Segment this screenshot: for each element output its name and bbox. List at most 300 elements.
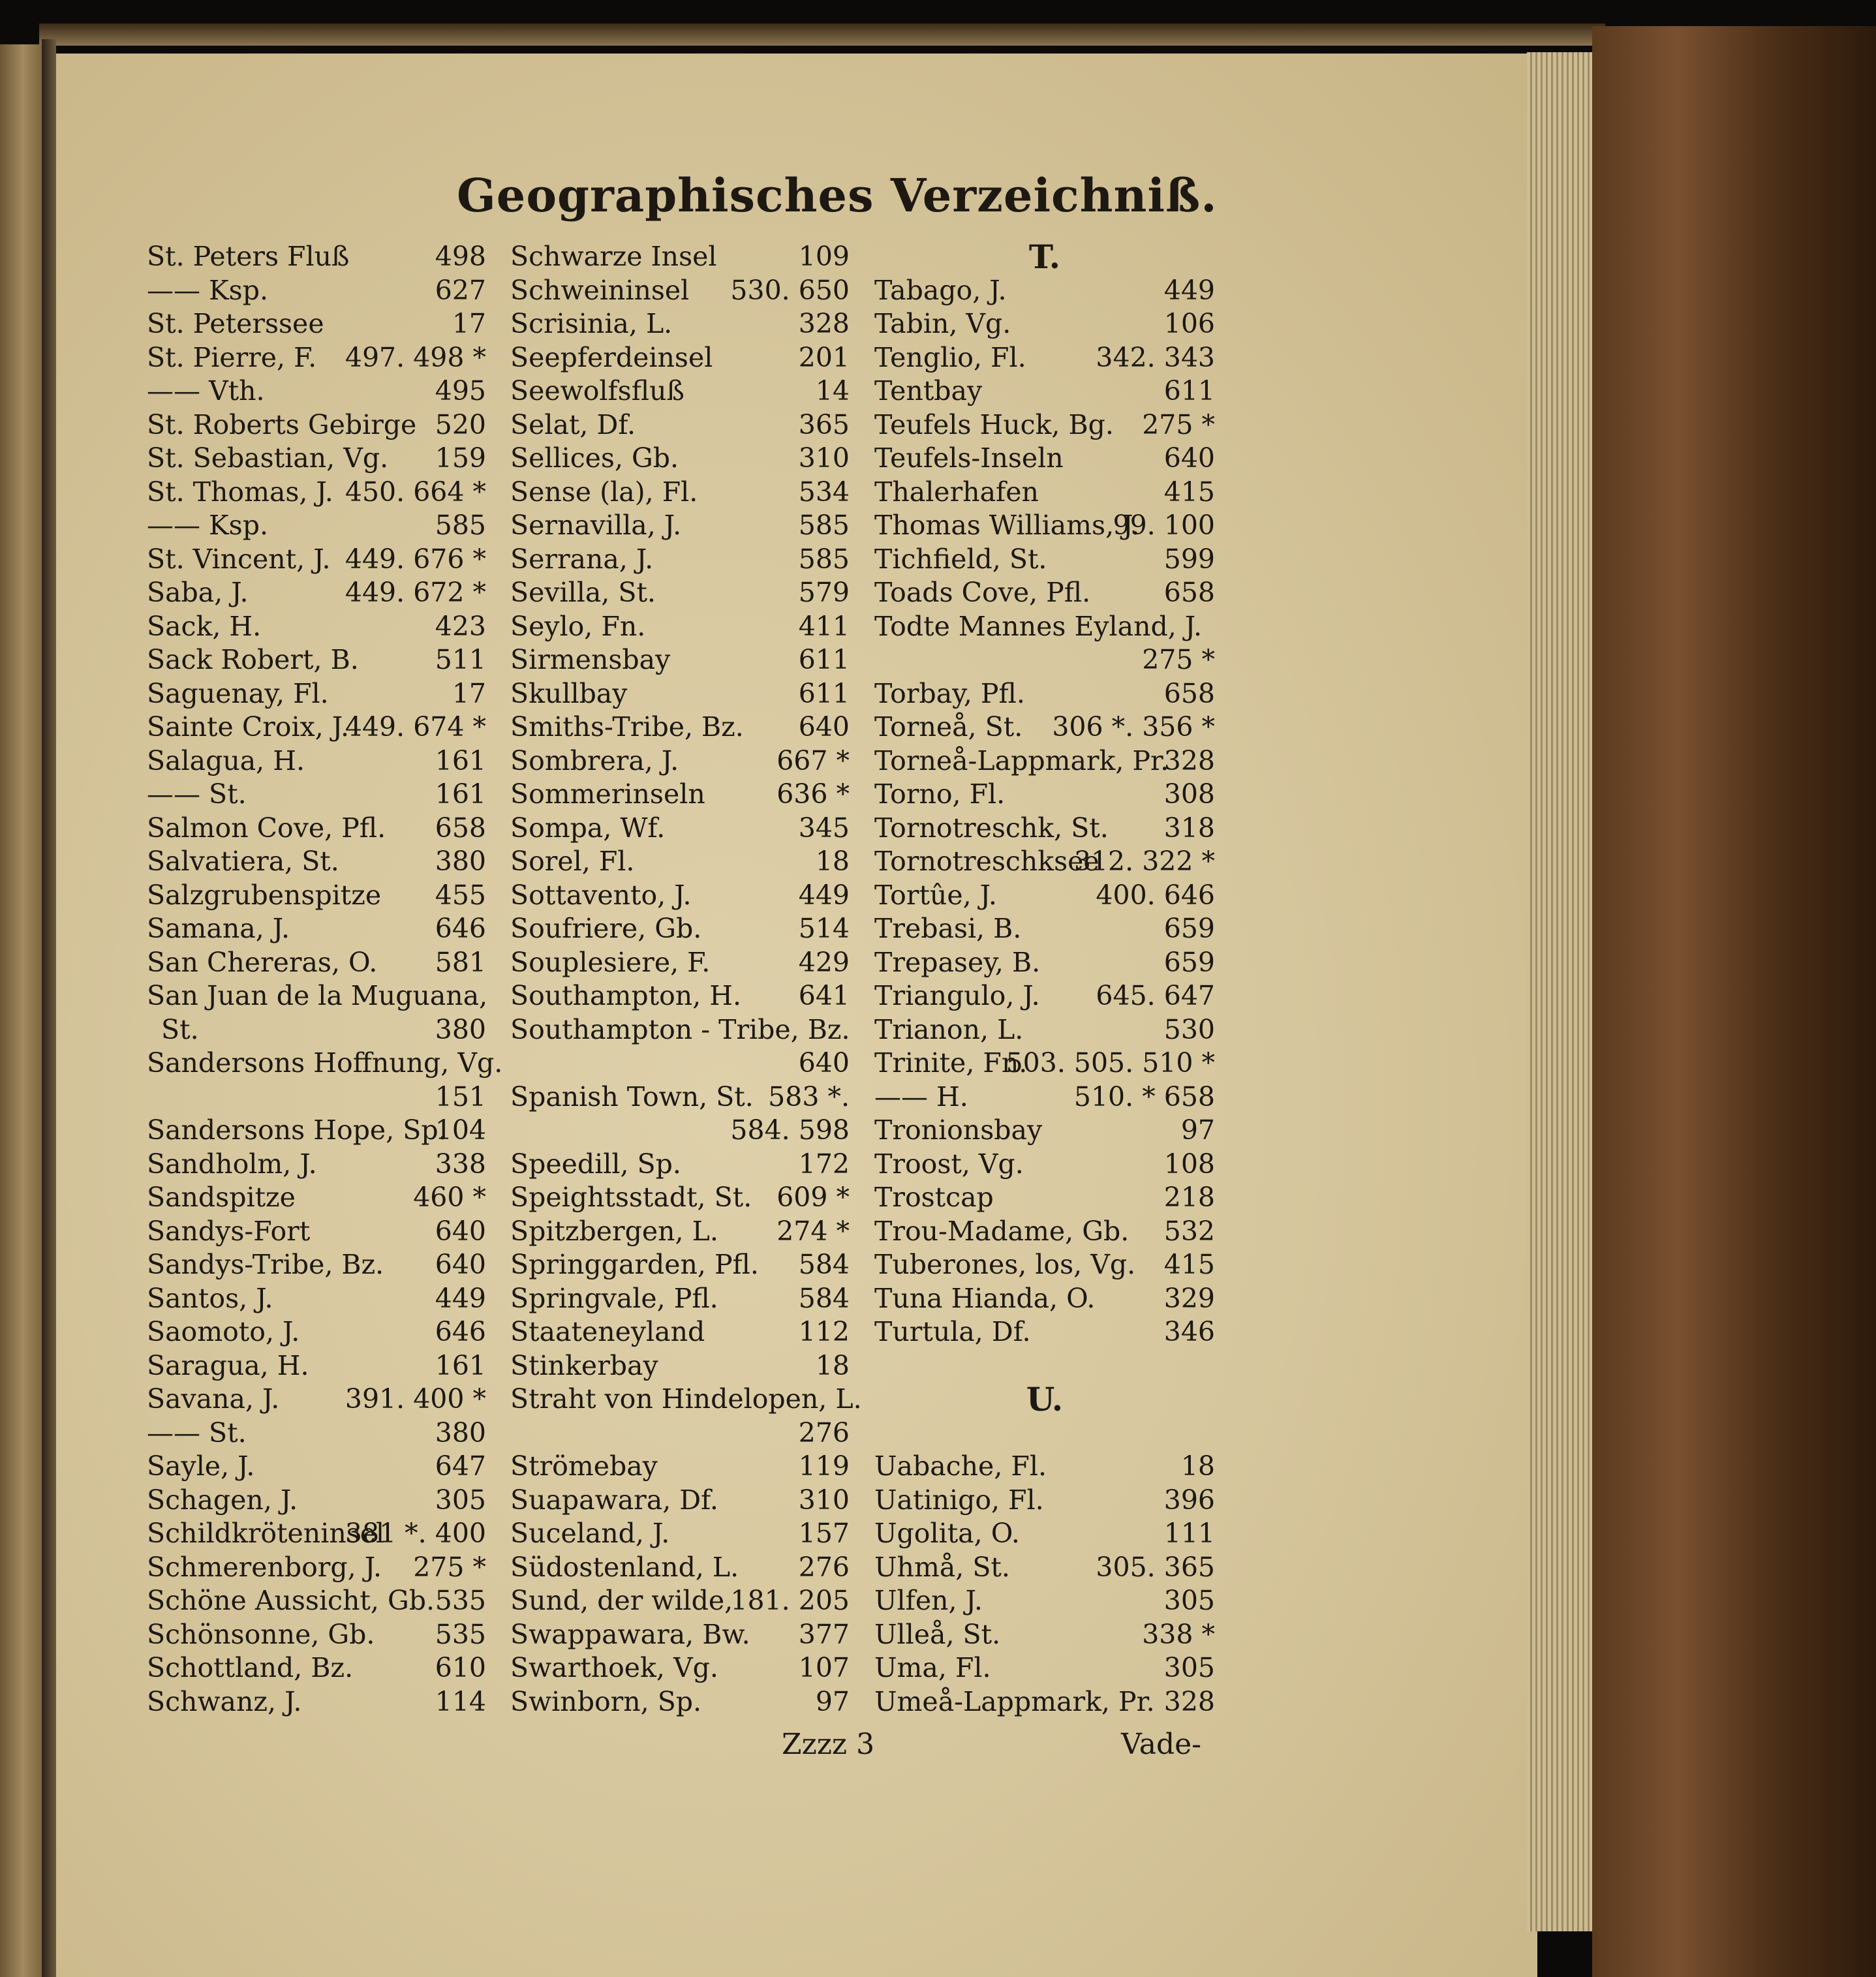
entry-page: 380 bbox=[435, 1013, 486, 1045]
index-entry bbox=[510, 946, 850, 980]
entry-name: —— Vth. bbox=[147, 375, 265, 406]
entry-page: 305. 365 bbox=[1096, 1551, 1215, 1583]
index-entry bbox=[510, 979, 850, 1013]
entry-page: 498 bbox=[435, 241, 486, 272]
entry-page: 645. 647 bbox=[1096, 980, 1215, 1011]
entry-name: Torneå-Lappmark, Pr. bbox=[874, 744, 1169, 776]
entry-page: 111 bbox=[1163, 1518, 1215, 1549]
entry-name: Saguenay, Fl. bbox=[147, 677, 329, 709]
entry-name: Ulfen, J. bbox=[874, 1585, 983, 1616]
entry-name: San Chereras, O. bbox=[147, 946, 378, 978]
index-entry bbox=[874, 979, 1215, 1013]
index-entry bbox=[874, 610, 1215, 644]
index-entry bbox=[510, 711, 850, 744]
index-entry bbox=[147, 1282, 486, 1316]
entry-page: 423 bbox=[435, 610, 486, 642]
entry-name: Suapawara, Df. bbox=[510, 1484, 718, 1516]
entry-page: 318 bbox=[1163, 812, 1215, 844]
entry-page: 396 bbox=[1163, 1484, 1215, 1516]
entry-name: Toads Cove, Pfl. bbox=[874, 577, 1091, 608]
entry-name: Sandspitze bbox=[147, 1182, 296, 1213]
entry-page: 305 bbox=[1163, 1585, 1215, 1616]
entry-name: Spanish Town, St. bbox=[510, 1080, 754, 1112]
entry-name: Sandersons Hope, Sp. bbox=[147, 1114, 447, 1146]
entry-name: St. Vincent, J. bbox=[147, 543, 331, 575]
entry-name: Sandersons Hoffnung, Vg. bbox=[147, 1047, 503, 1079]
entry-name: Salmon Cove, Pfl. bbox=[147, 812, 386, 844]
index-entry bbox=[874, 1047, 1215, 1080]
index-entry bbox=[874, 946, 1215, 980]
index-entry bbox=[147, 1047, 503, 1080]
entry-page: 659 bbox=[1163, 946, 1215, 978]
index-entry bbox=[874, 1417, 1215, 1450]
entry-page: 585 bbox=[798, 510, 850, 541]
entry-page: 658 bbox=[435, 812, 486, 844]
entry-page: 658 bbox=[1163, 577, 1215, 608]
entry-name: Salzgrubenspitze bbox=[147, 879, 382, 911]
entry-page: 391. 400 * bbox=[345, 1383, 486, 1415]
entry-name: Speedill, Sp. bbox=[510, 1148, 681, 1180]
index-entry bbox=[147, 1450, 486, 1484]
index-entry bbox=[874, 1282, 1215, 1316]
index-entry bbox=[510, 442, 850, 476]
entry-name: Teufels Huck, Bg. bbox=[874, 408, 1114, 440]
entry-name: Trianon, L. bbox=[874, 1013, 1024, 1045]
index-entry bbox=[147, 375, 486, 408]
entry-page: 579 bbox=[798, 577, 850, 608]
index-entry bbox=[510, 845, 850, 879]
entry-page: 329 bbox=[1163, 1282, 1215, 1314]
entry-name: Sandholm, J. bbox=[147, 1148, 317, 1180]
index-entry bbox=[874, 812, 1215, 846]
entry-name: Trinite, Fn. bbox=[874, 1047, 1028, 1079]
index-entry bbox=[147, 509, 486, 543]
index-column-1 bbox=[147, 240, 503, 1719]
index-entry bbox=[874, 845, 1215, 879]
entry-page: 658 bbox=[1163, 677, 1215, 709]
entry-name: Souplesiere, F. bbox=[510, 946, 711, 978]
index-column-3 bbox=[874, 240, 1215, 1719]
index-entry bbox=[147, 408, 486, 442]
index-entry bbox=[147, 1551, 486, 1585]
entry-name: —— Ksp. bbox=[147, 510, 268, 541]
entry-page: 106 bbox=[1163, 308, 1215, 339]
index-entry bbox=[874, 1551, 1215, 1585]
index-entry bbox=[874, 1148, 1215, 1182]
entry-name: Speightsstadt, St. bbox=[510, 1182, 752, 1213]
entry-name: Santos, J. bbox=[147, 1282, 273, 1314]
index-entry bbox=[510, 509, 850, 543]
entry-page: 342. 343 bbox=[1096, 341, 1215, 373]
entry-page: 584 bbox=[798, 1282, 850, 1314]
index-entry bbox=[874, 1114, 1215, 1148]
entry-name: Schildkröteninsel bbox=[147, 1518, 385, 1549]
index-entry bbox=[147, 979, 486, 1013]
entry-page: 18 bbox=[1180, 1450, 1215, 1482]
index-entry bbox=[874, 509, 1215, 543]
entry-page: 310 bbox=[798, 442, 850, 474]
entry-name: Tentbay bbox=[874, 375, 983, 406]
entry-page: 157 bbox=[798, 1518, 850, 1549]
index-entry bbox=[874, 912, 1215, 946]
index-entry bbox=[510, 476, 850, 510]
entry-name: Swinborn, Sp. bbox=[510, 1685, 702, 1717]
entry-name: Sense (la), Fl. bbox=[510, 476, 698, 508]
index-entry bbox=[874, 711, 1215, 744]
index-entry bbox=[147, 1685, 486, 1719]
index-entry bbox=[874, 1013, 1215, 1047]
index-column-2 bbox=[510, 240, 862, 1719]
entry-name: Trostcap bbox=[874, 1182, 994, 1213]
index-entry bbox=[510, 1450, 850, 1484]
entry-name: Soufriere, Gb. bbox=[510, 913, 702, 944]
entry-page: 151 bbox=[435, 1080, 486, 1112]
index-entry bbox=[510, 1215, 850, 1249]
index-entry bbox=[510, 1551, 850, 1585]
entry-name: Ulleå, St. bbox=[874, 1618, 1001, 1650]
index-entry bbox=[147, 1315, 486, 1349]
entry-page: 449 bbox=[435, 1282, 486, 1314]
entry-page: 328 bbox=[1163, 1685, 1215, 1717]
entry-name: Seylo, Fn. bbox=[510, 610, 646, 642]
index-entry bbox=[147, 845, 486, 879]
index-entry bbox=[510, 778, 850, 812]
entry-name: Tabin, Vg. bbox=[874, 308, 1011, 339]
entry-page: 511 bbox=[435, 644, 486, 675]
entry-page: 181. 205 bbox=[730, 1585, 850, 1616]
entry-page: 585 bbox=[798, 543, 850, 575]
entry-page: 455 bbox=[435, 879, 486, 911]
entry-name: Spitzbergen, L. bbox=[510, 1215, 718, 1247]
entry-name: Sandys-Tribe, Bz. bbox=[147, 1249, 384, 1280]
entry-page: 449. 676 * bbox=[345, 543, 486, 575]
entry-page: 308 bbox=[1163, 778, 1215, 810]
entry-page: 305 bbox=[435, 1484, 486, 1516]
entry-name: Sund, der wilde, bbox=[510, 1585, 733, 1616]
entry-page: 520 bbox=[435, 408, 486, 440]
index-entry bbox=[874, 643, 1215, 677]
index-entry bbox=[510, 341, 850, 375]
entry-page: 377 bbox=[798, 1618, 850, 1650]
index-entry bbox=[874, 879, 1215, 913]
index-entry bbox=[147, 1618, 486, 1652]
entry-page: 611 bbox=[798, 644, 850, 675]
entry-page: 119 bbox=[798, 1450, 850, 1482]
entry-name: Thomas Williams, J. bbox=[874, 510, 1140, 541]
entry-name: —— Ksp. bbox=[147, 274, 268, 306]
entry-name: Southampton - Tribe, Bz. bbox=[510, 1013, 850, 1045]
entry-name: Suceland, J. bbox=[510, 1518, 670, 1549]
entry-name: Sirmensbay bbox=[510, 644, 671, 675]
entry-name: Schönsonne, Gb. bbox=[147, 1618, 375, 1650]
entry-page: 114 bbox=[435, 1685, 486, 1717]
entry-page: 609 * bbox=[777, 1182, 850, 1213]
entry-page: 218 bbox=[1163, 1182, 1215, 1213]
entry-name: Trepasey, B. bbox=[874, 946, 1041, 978]
index-entry bbox=[510, 677, 850, 711]
entry-page: 201 bbox=[798, 341, 850, 373]
index-entry bbox=[147, 1517, 486, 1551]
entry-name: Schottland, Bz. bbox=[147, 1652, 354, 1683]
entry-name: Sack, H. bbox=[147, 610, 262, 642]
index-entry bbox=[874, 1349, 1215, 1383]
entry-name: Sandys-Fort bbox=[147, 1215, 311, 1247]
entry-page: 380 bbox=[435, 1417, 486, 1448]
index-entry bbox=[874, 744, 1215, 778]
entry-name: Sainte Croix, J. bbox=[147, 711, 350, 743]
signature-mark: Zzzz 3 bbox=[782, 1728, 875, 1761]
catchword: Vade- bbox=[1121, 1728, 1202, 1761]
index-entry bbox=[147, 576, 486, 610]
entry-page: 312. 322 * bbox=[1073, 846, 1215, 877]
entry-page: 667 * bbox=[777, 744, 850, 776]
entry-page: 17 bbox=[452, 677, 486, 709]
section-letter: U. bbox=[1026, 1380, 1064, 1418]
entry-name: Serrana, J. bbox=[510, 543, 654, 575]
entry-page: 449. 674 * bbox=[345, 711, 486, 743]
entry-page: 97 bbox=[815, 1685, 850, 1717]
entry-page: 380 bbox=[435, 846, 486, 877]
entry-page: 161 bbox=[435, 1349, 486, 1381]
index-entry bbox=[147, 778, 486, 812]
entry-page: 659 bbox=[1163, 913, 1215, 944]
entry-page: 381 *. 400 bbox=[345, 1518, 486, 1549]
index-entry bbox=[874, 543, 1215, 577]
entry-page: 161 bbox=[435, 744, 486, 776]
entry-name: —— St. bbox=[147, 1417, 247, 1448]
index-entry bbox=[147, 1383, 486, 1417]
entry-page: 411 bbox=[798, 610, 850, 642]
entry-page: 449. 672 * bbox=[345, 577, 486, 608]
entry-page: 400. 646 bbox=[1096, 879, 1215, 911]
entry-name: Todte Mannes Eyland, J. bbox=[874, 610, 1203, 642]
entry-page: 514 bbox=[798, 913, 850, 944]
entry-name: Südostenland, L. bbox=[510, 1551, 739, 1583]
entry-name: Strömebay bbox=[510, 1450, 658, 1482]
index-entry bbox=[510, 1148, 850, 1182]
index-entry bbox=[147, 1417, 486, 1450]
index-entry bbox=[874, 1315, 1215, 1349]
entry-page: 18 bbox=[815, 846, 850, 877]
entry-page: 640 bbox=[798, 711, 850, 743]
entry-name: St. bbox=[161, 1013, 199, 1045]
index-entry bbox=[510, 1349, 850, 1383]
entry-name: Schweininsel bbox=[510, 274, 690, 306]
entry-page: 338 bbox=[435, 1148, 486, 1180]
entry-page: 646 bbox=[435, 913, 486, 944]
entry-page: 159 bbox=[435, 442, 486, 474]
entry-page: 305 bbox=[1163, 1652, 1215, 1683]
entry-name: Uma, Fl. bbox=[874, 1652, 991, 1683]
entry-page: 112 bbox=[798, 1316, 850, 1347]
entry-page: 449 bbox=[798, 879, 850, 911]
index-entry bbox=[874, 375, 1215, 408]
entry-page: 275 * bbox=[1142, 644, 1215, 675]
entry-name: Swarthoek, Vg. bbox=[510, 1652, 718, 1683]
index-entry bbox=[874, 1248, 1215, 1282]
index-entry bbox=[510, 1282, 850, 1316]
entry-page: 274 * bbox=[777, 1215, 850, 1247]
entry-name: Springvale, Pfl. bbox=[510, 1282, 718, 1314]
entry-page: 450. 664 * bbox=[345, 476, 486, 508]
entry-name: Skullbay bbox=[510, 677, 628, 709]
entry-page: 276 bbox=[798, 1551, 850, 1583]
entry-page: 346 bbox=[1163, 1316, 1215, 1347]
entry-page: 535 bbox=[435, 1618, 486, 1650]
entry-page: 581 bbox=[435, 946, 486, 978]
entry-name: Saomoto, J. bbox=[147, 1316, 300, 1347]
entry-name: Tornotreschksee bbox=[874, 846, 1099, 877]
index-entry bbox=[874, 408, 1215, 442]
index-entry bbox=[510, 1685, 850, 1719]
entry-page: 584. 598 bbox=[730, 1114, 850, 1146]
entry-page: 365 bbox=[798, 408, 850, 440]
entry-page: 534 bbox=[798, 476, 850, 508]
index-entry bbox=[147, 1248, 486, 1282]
index-entry bbox=[510, 1315, 850, 1349]
index-entry bbox=[510, 744, 850, 778]
index-entry bbox=[147, 1013, 486, 1047]
index-entry bbox=[510, 1584, 850, 1618]
entry-page: 530. 650 bbox=[730, 274, 850, 306]
index-entry bbox=[510, 375, 850, 408]
index-entry bbox=[874, 1651, 1215, 1685]
entry-name: Uatinigo, Fl. bbox=[874, 1484, 1044, 1516]
index-entry bbox=[510, 812, 850, 846]
entry-page: 647 bbox=[435, 1450, 486, 1482]
entry-name: St. Roberts Gebirge bbox=[147, 408, 417, 440]
entry-page: 172 bbox=[798, 1148, 850, 1180]
entry-name: Tronionsbay bbox=[874, 1114, 1043, 1146]
entry-name: Smiths-Tribe, Bz. bbox=[510, 711, 744, 743]
entry-name: Tenglio, Fl. bbox=[874, 341, 1026, 373]
index-entry bbox=[510, 1484, 850, 1518]
entry-page: 328 bbox=[798, 308, 850, 339]
index-entry bbox=[147, 610, 486, 644]
entry-name: —— H. bbox=[874, 1080, 968, 1112]
entry-name: Scrisinia, L. bbox=[510, 308, 673, 339]
entry-page: 611 bbox=[798, 677, 850, 709]
index-entry bbox=[510, 307, 850, 341]
index-entry bbox=[874, 1584, 1215, 1618]
entry-name: Sayle, J. bbox=[147, 1450, 255, 1482]
index-entry bbox=[147, 812, 486, 846]
entry-name: Sompa, Wf. bbox=[510, 812, 666, 844]
index-entry bbox=[510, 274, 850, 308]
entry-page: 599 bbox=[1163, 543, 1215, 575]
entry-name: Straht von Hindelopen, L. bbox=[510, 1383, 862, 1415]
index-entry bbox=[147, 711, 486, 744]
entry-name: St. Pierre, F. bbox=[147, 341, 317, 373]
entry-name: Tornotreschk, St. bbox=[874, 812, 1109, 844]
index-entry bbox=[147, 1181, 486, 1215]
entry-page: 584 bbox=[798, 1249, 850, 1280]
index-entry bbox=[147, 1484, 486, 1518]
index-entry bbox=[510, 1047, 850, 1080]
entry-page: 585 bbox=[435, 510, 486, 541]
index-entry bbox=[510, 879, 850, 913]
book-gutter bbox=[42, 39, 56, 1977]
index-entry bbox=[147, 1114, 486, 1148]
entry-page: 275 * bbox=[413, 1551, 486, 1583]
index-entry bbox=[874, 1215, 1215, 1249]
index-entry bbox=[510, 643, 850, 677]
entry-name: Sevilla, St. bbox=[510, 577, 656, 608]
entry-page: 611 bbox=[1163, 375, 1215, 406]
index-entry bbox=[874, 442, 1215, 476]
entry-page: 583 *. bbox=[768, 1080, 850, 1112]
entry-name: Uhmå, St. bbox=[874, 1551, 1010, 1583]
entry-page: 161 bbox=[435, 778, 486, 810]
index-entry bbox=[147, 307, 486, 341]
entry-name: Swappawara, Bw. bbox=[510, 1618, 750, 1650]
entry-page: 99. 100 bbox=[1113, 510, 1215, 541]
entry-page: 530 bbox=[1163, 1013, 1215, 1045]
entry-page: 415 bbox=[1163, 476, 1215, 508]
entry-name: Umeå-Lappmark, Pr. bbox=[874, 1685, 1155, 1717]
index-entry bbox=[510, 408, 850, 442]
entry-name: San Juan de la Muguana, bbox=[147, 980, 488, 1011]
index-entry bbox=[147, 543, 486, 577]
index-entry bbox=[147, 677, 486, 711]
index-entry bbox=[874, 1618, 1215, 1652]
entry-name: Tuberones, los, Vg. bbox=[874, 1249, 1136, 1280]
entry-page: 14 bbox=[815, 375, 850, 406]
page-title: Geographisches Verzeichniß. bbox=[457, 168, 1218, 222]
index-entry bbox=[510, 1618, 850, 1652]
index-entry bbox=[147, 476, 486, 510]
entry-name: Turtula, Df. bbox=[874, 1316, 1031, 1347]
entry-name: —— St. bbox=[147, 778, 247, 810]
index-entry bbox=[510, 1517, 850, 1551]
entry-page: 276 bbox=[798, 1417, 850, 1448]
entry-name: Sottavento, J. bbox=[510, 879, 692, 911]
index-entry bbox=[510, 1013, 850, 1047]
entry-name: Salagua, H. bbox=[147, 744, 305, 776]
index-entry bbox=[147, 274, 486, 308]
entry-name: St. Thomas, J. bbox=[147, 476, 333, 508]
entry-page: 636 * bbox=[777, 778, 850, 810]
entry-name: Seepferdeinsel bbox=[510, 341, 713, 373]
index-entry bbox=[147, 341, 486, 375]
entry-name: Sommerinseln bbox=[510, 778, 705, 810]
entry-name: Trou-Madame, Gb. bbox=[874, 1215, 1130, 1247]
entry-name: Tabago, J. bbox=[874, 274, 1007, 306]
facing-page-edge bbox=[0, 44, 42, 1977]
entry-page: 109 bbox=[798, 241, 850, 272]
entry-name: Saba, J. bbox=[147, 577, 249, 608]
entry-page: 18 bbox=[815, 1349, 850, 1381]
entry-name: Torbay, Pfl. bbox=[874, 677, 1025, 709]
index-entry bbox=[147, 442, 486, 476]
entry-name: Tuna Hianda, O. bbox=[874, 1282, 1096, 1314]
entry-page: 328 bbox=[1163, 744, 1215, 776]
entry-name: Samana, J. bbox=[147, 913, 290, 944]
entry-name: Schwarze Insel bbox=[510, 241, 717, 272]
entry-name: Schagen, J. bbox=[147, 1484, 298, 1516]
entry-page: 345 bbox=[798, 812, 850, 844]
entry-page: 310 bbox=[798, 1484, 850, 1516]
index-entry bbox=[510, 1114, 850, 1148]
entry-page: 497. 498 * bbox=[345, 341, 486, 373]
index-entry bbox=[510, 1383, 862, 1417]
entry-page: 640 bbox=[435, 1215, 486, 1247]
entry-name: Torneå, St. bbox=[874, 711, 1023, 743]
index-entry bbox=[874, 1517, 1215, 1551]
entry-name: Salvatiera, St. bbox=[147, 846, 339, 877]
index-entry bbox=[874, 778, 1215, 812]
entry-page: 17 bbox=[452, 308, 486, 339]
